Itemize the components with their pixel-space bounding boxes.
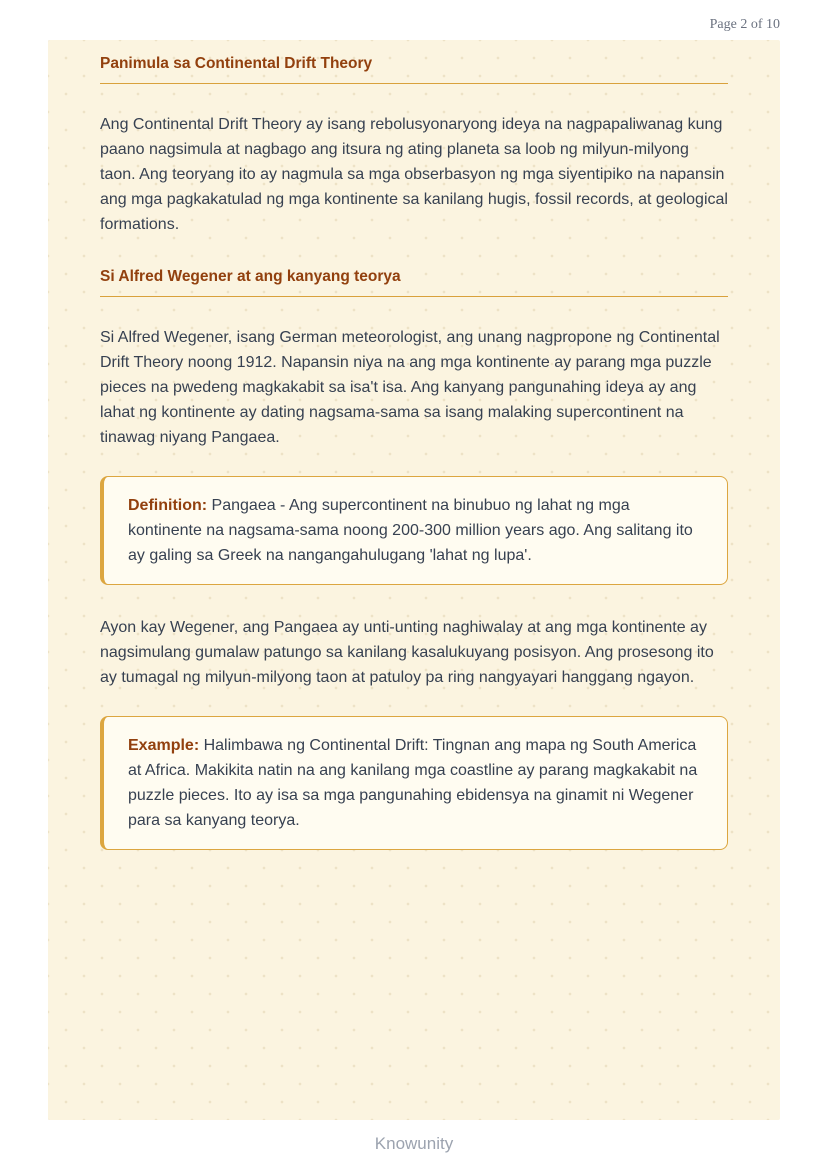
document-sheet — [48, 40, 780, 1120]
example-text: Halimbawa ng Continental Drift: Tingnan ang mapa ng South America at Africa. Makikita natin na ang kanilang mga coastline ay parang magkakabit na puzzle pieces. Ito ay isa sa mga pangunahing ebidensya na ginamit ni Wegener para sa kanyang teorya. — [128, 737, 698, 829]
page-number: Page 2 of 10 — [709, 17, 780, 32]
definition-label: Definition: — [128, 497, 208, 514]
definition-box-content — [128, 493, 703, 568]
footer-brand: Knowunity — [374, 1134, 454, 1153]
definition-text: Pangaea - Ang supercontinent na binubuo ng lahat ng mga kontinente na nagsama-sama noong 200-300 million years ago. Ang salitang ito ay galing sa Greek na nangangahulugang 'lahat ng lupa'. — [128, 497, 693, 564]
heading-rule — [100, 83, 728, 84]
paragraph-intro: Ang Continental Drift Theory ay isang rebolusyonaryong ideya na nagpapaliwanag kung paano nagsimula at nagbago ang itsura ng ating planeta sa loob ng milyun-milyong taon. Ang teoryang ito ay nagmula sa mga obserbasyon ng mga siyentipiko na napansin ang mga pagkakatulad ng mga kontinente sa kanilang hugis, fossil records, at geological formations. — [100, 116, 728, 233]
paragraph-pangaea-breakup: Ayon kay Wegener, ang Pangaea ay unti-unting naghiwalay at ang mga kontinente ay nagsimulang gumalaw patungo sa kanilang kasalukuyang posisyon. Ang prosesong ito ay tumagal ng milyun-milyong taon at patuloy pa ring nangyayari hanggang ngayon. — [100, 619, 714, 686]
example-box — [100, 716, 728, 850]
section-heading-wegener: Si Alfred Wegener at ang kanyang teorya — [100, 268, 401, 285]
definition-box — [100, 476, 728, 585]
heading-rule — [100, 296, 728, 297]
paragraph-wegener: Si Alfred Wegener, isang German meteorologist, ang unang nagpropone ng Continental Drift Theory noong 1912. Napansin niya na ang mga kontinente ay parang mga puzzle pieces na pwedeng magkakabit sa isa't isa. Ang kanyang pangunahing ideya ay ang lahat ng kontinente ay dating nagsama-sama sa isang malaking supercontinent na tinawag niyang Pangaea. — [100, 329, 720, 446]
example-label: Example: — [128, 737, 200, 754]
section-heading-panimula: Panimula sa Continental Drift Theory — [100, 55, 373, 72]
example-box-content — [128, 733, 703, 833]
